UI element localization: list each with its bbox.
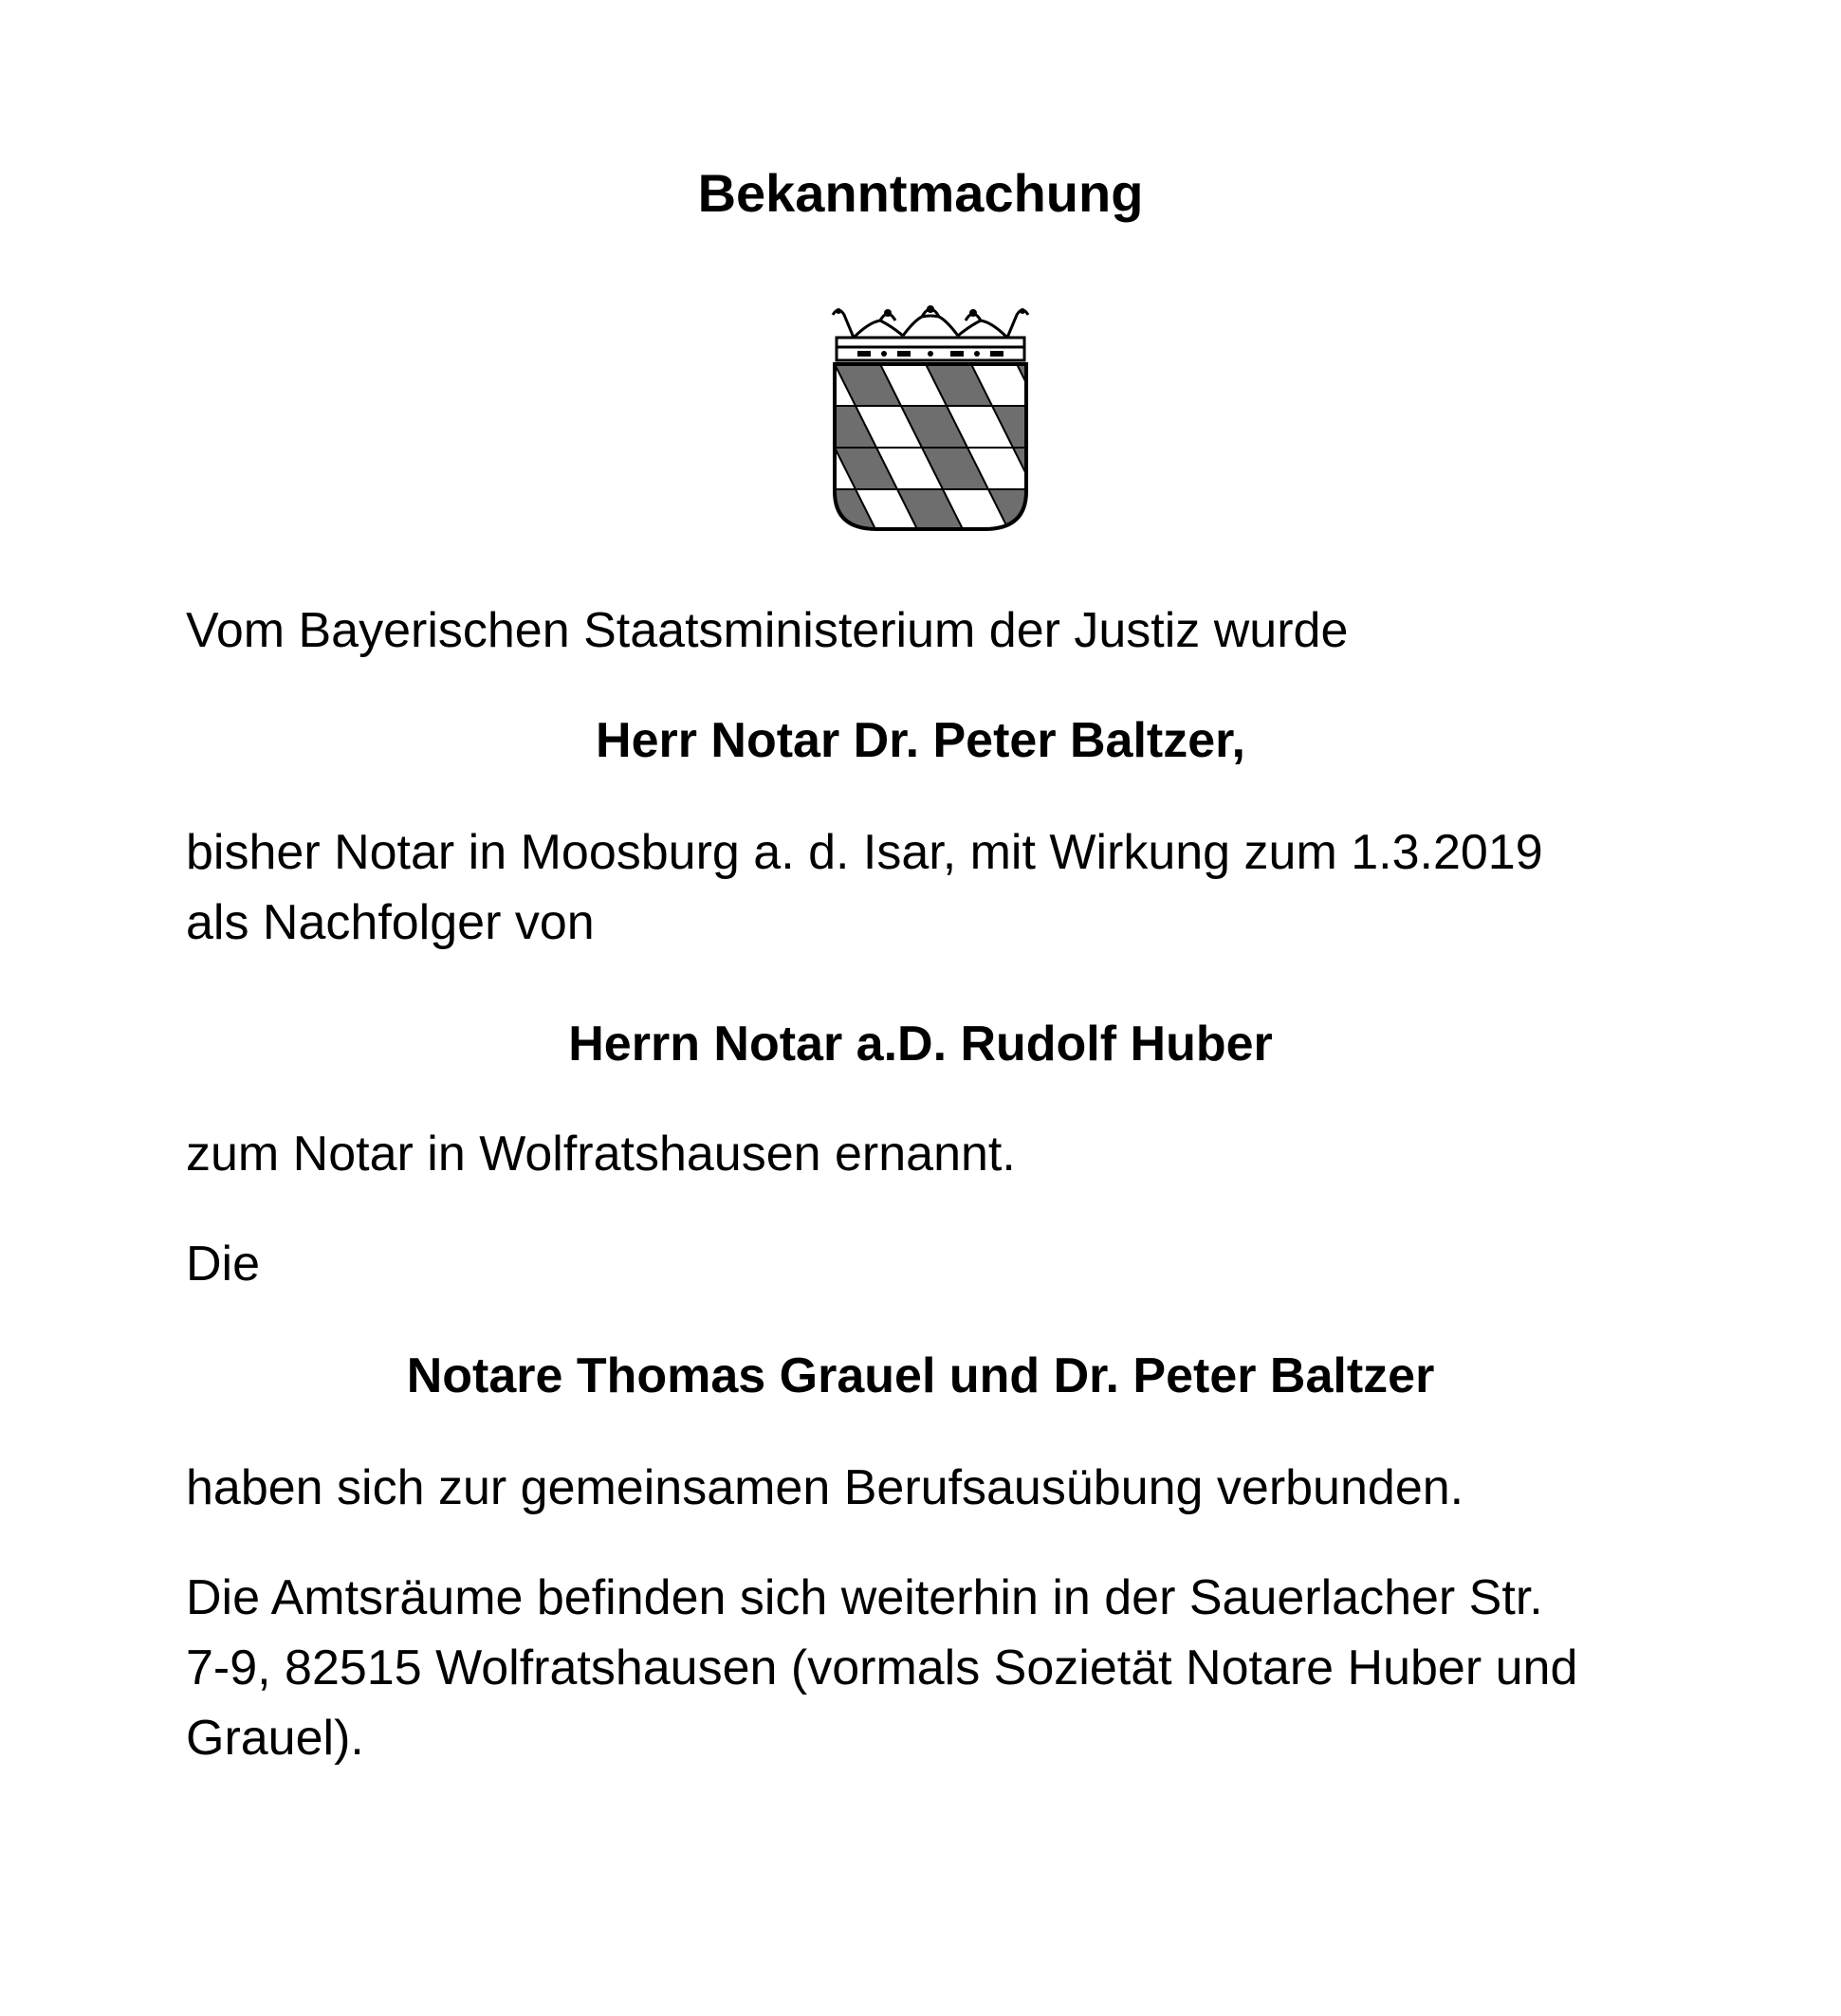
appointee-name: Herr Notar Dr. Peter Baltzer, — [596, 713, 1245, 768]
office-address-line-3: Grauel). — [186, 1711, 364, 1766]
joint-practice-text: haben sich zur gemeinsamen Berufsausübung verbunden. — [186, 1460, 1464, 1515]
bavarian-coat-of-arms-icon — [825, 302, 1036, 535]
partnership-names: Notare Thomas Grauel und Dr. Peter Baltzer — [406, 1348, 1435, 1403]
appointment-text: zum Notar in Wolfratshausen ernannt. — [186, 1127, 1016, 1182]
office-address-line-1: Die Amtsräume befinden sich weiterhin in der Sauerlacher Str. — [186, 1570, 1543, 1625]
previous-office-line-2: als Nachfolger von — [186, 895, 595, 950]
die-text: Die — [186, 1237, 261, 1292]
previous-office-line-1: bisher Notar in Moosburg a. d. Isar, mit Wirkung zum 1.3.2019 — [186, 825, 1543, 880]
intro-text: Vom Bayerischen Staatsministerium der Justiz wurde — [186, 603, 1349, 658]
page-title: Bekanntmachung — [697, 163, 1144, 223]
office-address-line-2: 7-9, 82515 Wolfratshausen (vormals Sozietät Notare Huber und — [186, 1640, 1578, 1695]
predecessor-name: Herrn Notar a.D. Rudolf Huber — [568, 1017, 1273, 1072]
